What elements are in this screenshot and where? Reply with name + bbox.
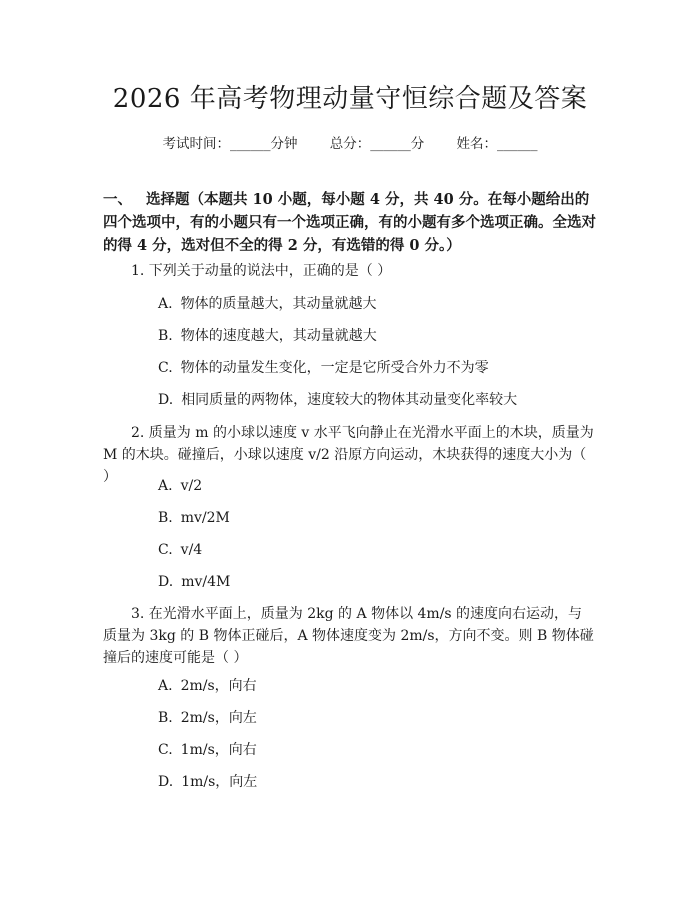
option-letter: D. [158, 774, 174, 790]
option-text: mv/4M [181, 574, 231, 590]
option-text: 物体的速度越大，其动量就越大 [180, 328, 377, 344]
option-text: v/2 [180, 478, 203, 494]
option-text: 2m/s，向左 [180, 710, 257, 726]
question-3-option-d [158, 772, 598, 792]
question-1-option-c [158, 358, 598, 378]
option-text: 1m/s，向右 [180, 742, 257, 758]
question-1-option-d [158, 390, 598, 410]
option-letter: A. [158, 678, 173, 694]
option-text: v/4 [180, 542, 203, 558]
option-letter: C. [158, 360, 173, 376]
option-letter: A. [158, 478, 173, 494]
question-3-option-a [158, 676, 598, 696]
exam-time-field: 考试时间：______分钟 [162, 136, 298, 152]
option-letter: B. [158, 510, 173, 526]
total-score-field: 总分：______分 [329, 136, 425, 152]
section-heading [103, 188, 603, 257]
question-3-option-c [158, 740, 598, 760]
option-letter: B. [158, 710, 173, 726]
question-1-stem: 1. 下列关于动量的说法中，正确的是（ ） [131, 263, 392, 279]
option-letter: C. [158, 742, 173, 758]
option-letter: A. [158, 296, 173, 312]
option-letter: D. [158, 392, 174, 408]
option-letter: B. [158, 328, 173, 344]
option-letter: D. [158, 574, 174, 590]
option-text: 物体的动量发生变化，一定是它所受合外力不为零 [180, 360, 489, 376]
exam-meta [0, 132, 700, 152]
option-text: mv/2M [180, 510, 230, 526]
question-2-option-d [158, 572, 598, 592]
question-2-option-b [158, 508, 598, 528]
question-2-stem: 2. 质量为 m 的小球以速度 v 水平飞向静止在光滑水平面上的木块，质量为 M 的木块。碰撞后，小球以速度 v/2 沿原方向运动，木块获得的速度大小为（ ） [103, 425, 594, 485]
option-text: 2m/s，向右 [180, 678, 257, 694]
option-text: 相同质量的两物体，速度较大的物体其动量变化率较大 [181, 392, 518, 408]
question-1-option-a [158, 294, 598, 314]
question-1-option-b [158, 326, 598, 346]
question-3-option-b [158, 708, 598, 728]
section-number: 一、 [103, 191, 132, 208]
student-name-field: 姓名：______ [456, 136, 538, 152]
question-3-stem: 3. 在光滑水平面上，质量为 2kg 的 A 物体以 4m/s 的速度向右运动，与质量为 3kg 的 B 物体正碰后，A 物体速度变为 2m/s，方向不变。则 B 物体碰撞后的速度可能是（ ） [103, 606, 594, 666]
page-title: 2026 年高考物理动量守恒综合题及答案 [112, 84, 588, 114]
option-text: 1m/s，向左 [181, 774, 258, 790]
question-2-option-a [158, 476, 598, 496]
option-letter: C. [158, 542, 173, 558]
option-text: 物体的质量越大，其动量就越大 [180, 296, 377, 312]
section-instructions: 选择题（本题共 10 小题，每小题 4 分，共 40 分。在每小题给出的四个选项中，有的小题只有一个选项正确，有的小题有多个选项正确。全选对的得 4 分，选对但不全的得 2 分，有选错的得 0 分。） [103, 191, 596, 254]
question-2-option-c [158, 540, 598, 560]
